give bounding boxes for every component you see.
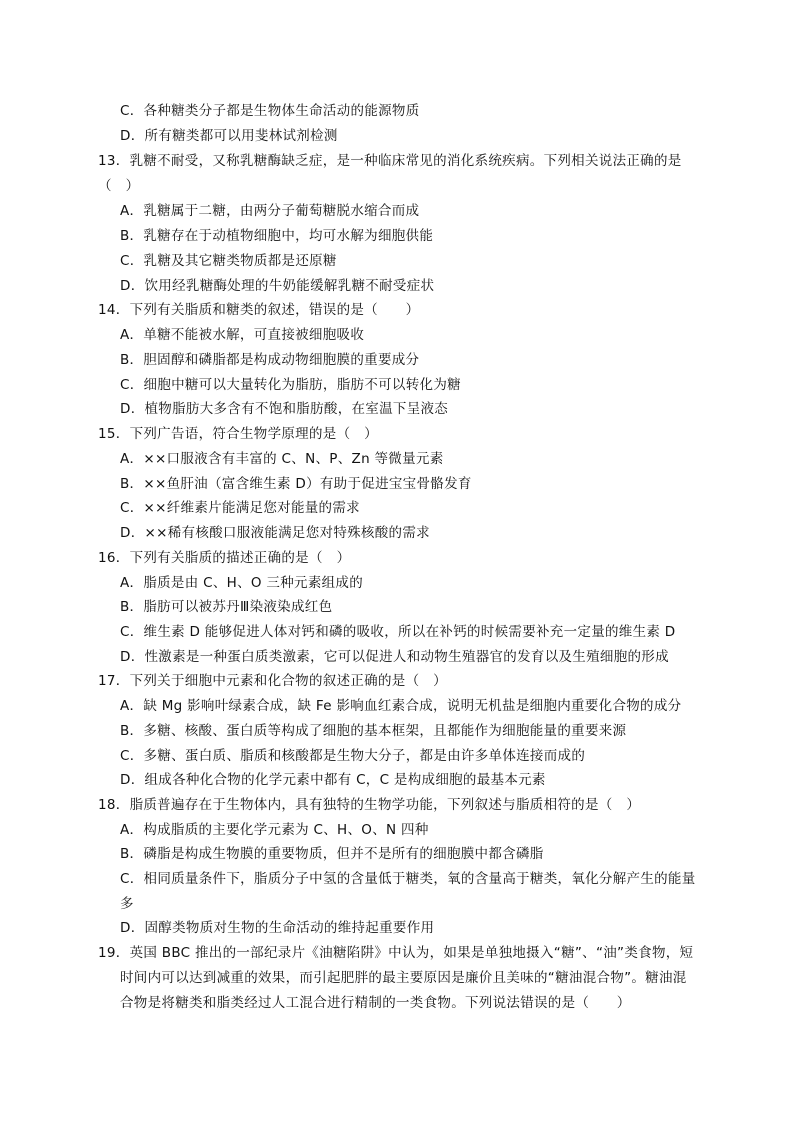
q17-option-a: A．缺 Mg 影响叶绿素合成，缺 Fe 影响血红素合成，说明无机盐是细胞内重要化合物的成分 bbox=[120, 698, 682, 714]
q14-option-c: C．细胞中糖可以大量转化为脂肪，脂肪不可以转化为糖 bbox=[120, 377, 461, 393]
q16-option-a: A．脂质是由 C、H、O 三种元素组成的 bbox=[120, 575, 364, 591]
q14-stem: 14．下列有关脂质和糖类的叙述，错误的是（ ） bbox=[98, 302, 420, 318]
q13-stem: 13．乳糖不耐受，又称乳糖酶缺乏症，是一种临床常见的消化系统疾病。下列相关说法正确的是 bbox=[98, 153, 682, 169]
q16-stem: 16．下列有关脂质的描述正确的是（ ） bbox=[98, 550, 351, 566]
q14-option-b: B．胆固醇和磷脂都是构成动物细胞膜的重要成分 bbox=[120, 352, 420, 368]
q16-option-c: C．维生素 D 能够促进人体对钙和磷的吸收，所以在补钙的时候需要补充一定量的维生素 D bbox=[120, 624, 676, 640]
q19-stem-line-2: 时间内可以达到减重的效果，而引起肥胖的最主要原因是廉价且美味的“糖油混合物”。糖油混 bbox=[120, 970, 687, 986]
q18-option-c-continued: 多 bbox=[120, 896, 134, 912]
q15-option-a: A．××口服液含有丰富的 C、N、P、Zn 等微量元素 bbox=[120, 451, 444, 467]
q13-blank: （ ） bbox=[98, 178, 140, 194]
q17-option-b: B．多糖、核酸、蛋白质等构成了细胞的基本框架，且都能作为细胞能量的重要来源 bbox=[120, 723, 627, 739]
q18-option-a: A．构成脂质的主要化学元素为 C、H、O、N 四种 bbox=[120, 822, 429, 838]
q19-stem-line-1: 19．英国 BBC 推出的一部纪录片《油糖陷阱》中认为，如果是单独地摄入“糖”、“油”类食物，短 bbox=[98, 945, 694, 961]
q15-option-d: D．××稀有核酸口服液能满足您对特殊核酸的需求 bbox=[120, 525, 430, 541]
q18-stem: 18．脂质普遍存在于生物体内，具有独特的生物学功能，下列叙述与脂质相符的是（ ） bbox=[98, 797, 641, 813]
q15-stem: 15．下列广告语，符合生物学原理的是（ ） bbox=[98, 426, 378, 442]
q13-option-d: D．饮用经乳糖酶处理的牛奶能缓解乳糖不耐受症状 bbox=[120, 278, 435, 294]
q16-option-b: B．脂肪可以被苏丹Ⅲ染液染成红色 bbox=[120, 599, 333, 615]
q16-option-d: D．性激素是一种蛋白质类激素，它可以促进人和动物生殖器官的发育以及生殖细胞的形成 bbox=[120, 649, 669, 665]
q17-stem: 17．下列关于细胞中元素和化合物的叙述正确的是（ ） bbox=[98, 673, 447, 689]
q18-option-b: B．磷脂是构成生物膜的重要物质，但并不是所有的细胞膜中都含磷脂 bbox=[120, 846, 544, 862]
q18-option-d: D．固醇类物质对生物的生命活动的维持起重要作用 bbox=[120, 920, 435, 936]
q14-option-d: D．植物脂肪大多含有不饱和脂肪酸，在室温下呈液态 bbox=[120, 401, 449, 417]
q13-option-b: B．乳糖存在于动植物细胞中，均可水解为细胞供能 bbox=[120, 228, 434, 244]
q15-option-b: B．××鱼肝油（富含维生素 D）有助于促进宝宝骨骼发育 bbox=[120, 476, 472, 492]
q12-option-c: C．各种糖类分子都是生物体生命活动的能源物质 bbox=[120, 103, 420, 119]
q17-option-d: D．组成各种化合物的化学元素中都有 C，C 是构成细胞的最基本元素 bbox=[120, 772, 546, 788]
q12-option-d: D．所有糖类都可以用斐林试剂检测 bbox=[120, 128, 338, 144]
q13-option-a: A．乳糖属于二糖，由两分子葡萄糖脱水缩合而成 bbox=[120, 203, 420, 219]
q14-option-a: A．单糖不能被水解，可直接被细胞吸收 bbox=[120, 327, 365, 343]
q18-option-c: C．相同质量条件下，脂质分子中氢的含量低于糖类，氧的含量高于糖类，氧化分解产生的能量 bbox=[120, 871, 696, 887]
q13-option-c: C．乳糖及其它糖类物质都是还原糖 bbox=[120, 253, 337, 269]
q17-option-c: C．多糖、蛋白质、脂质和核酸都是生物大分子，都是由许多单体连接而成的 bbox=[120, 748, 586, 764]
q15-option-c: C．××纤维素片能满足您对能量的需求 bbox=[120, 500, 360, 516]
q19-stem-line-3: 合物是将糖类和脂类经过人工混合进行精制的一类食物。下列说法错误的是（ ） bbox=[120, 995, 631, 1011]
